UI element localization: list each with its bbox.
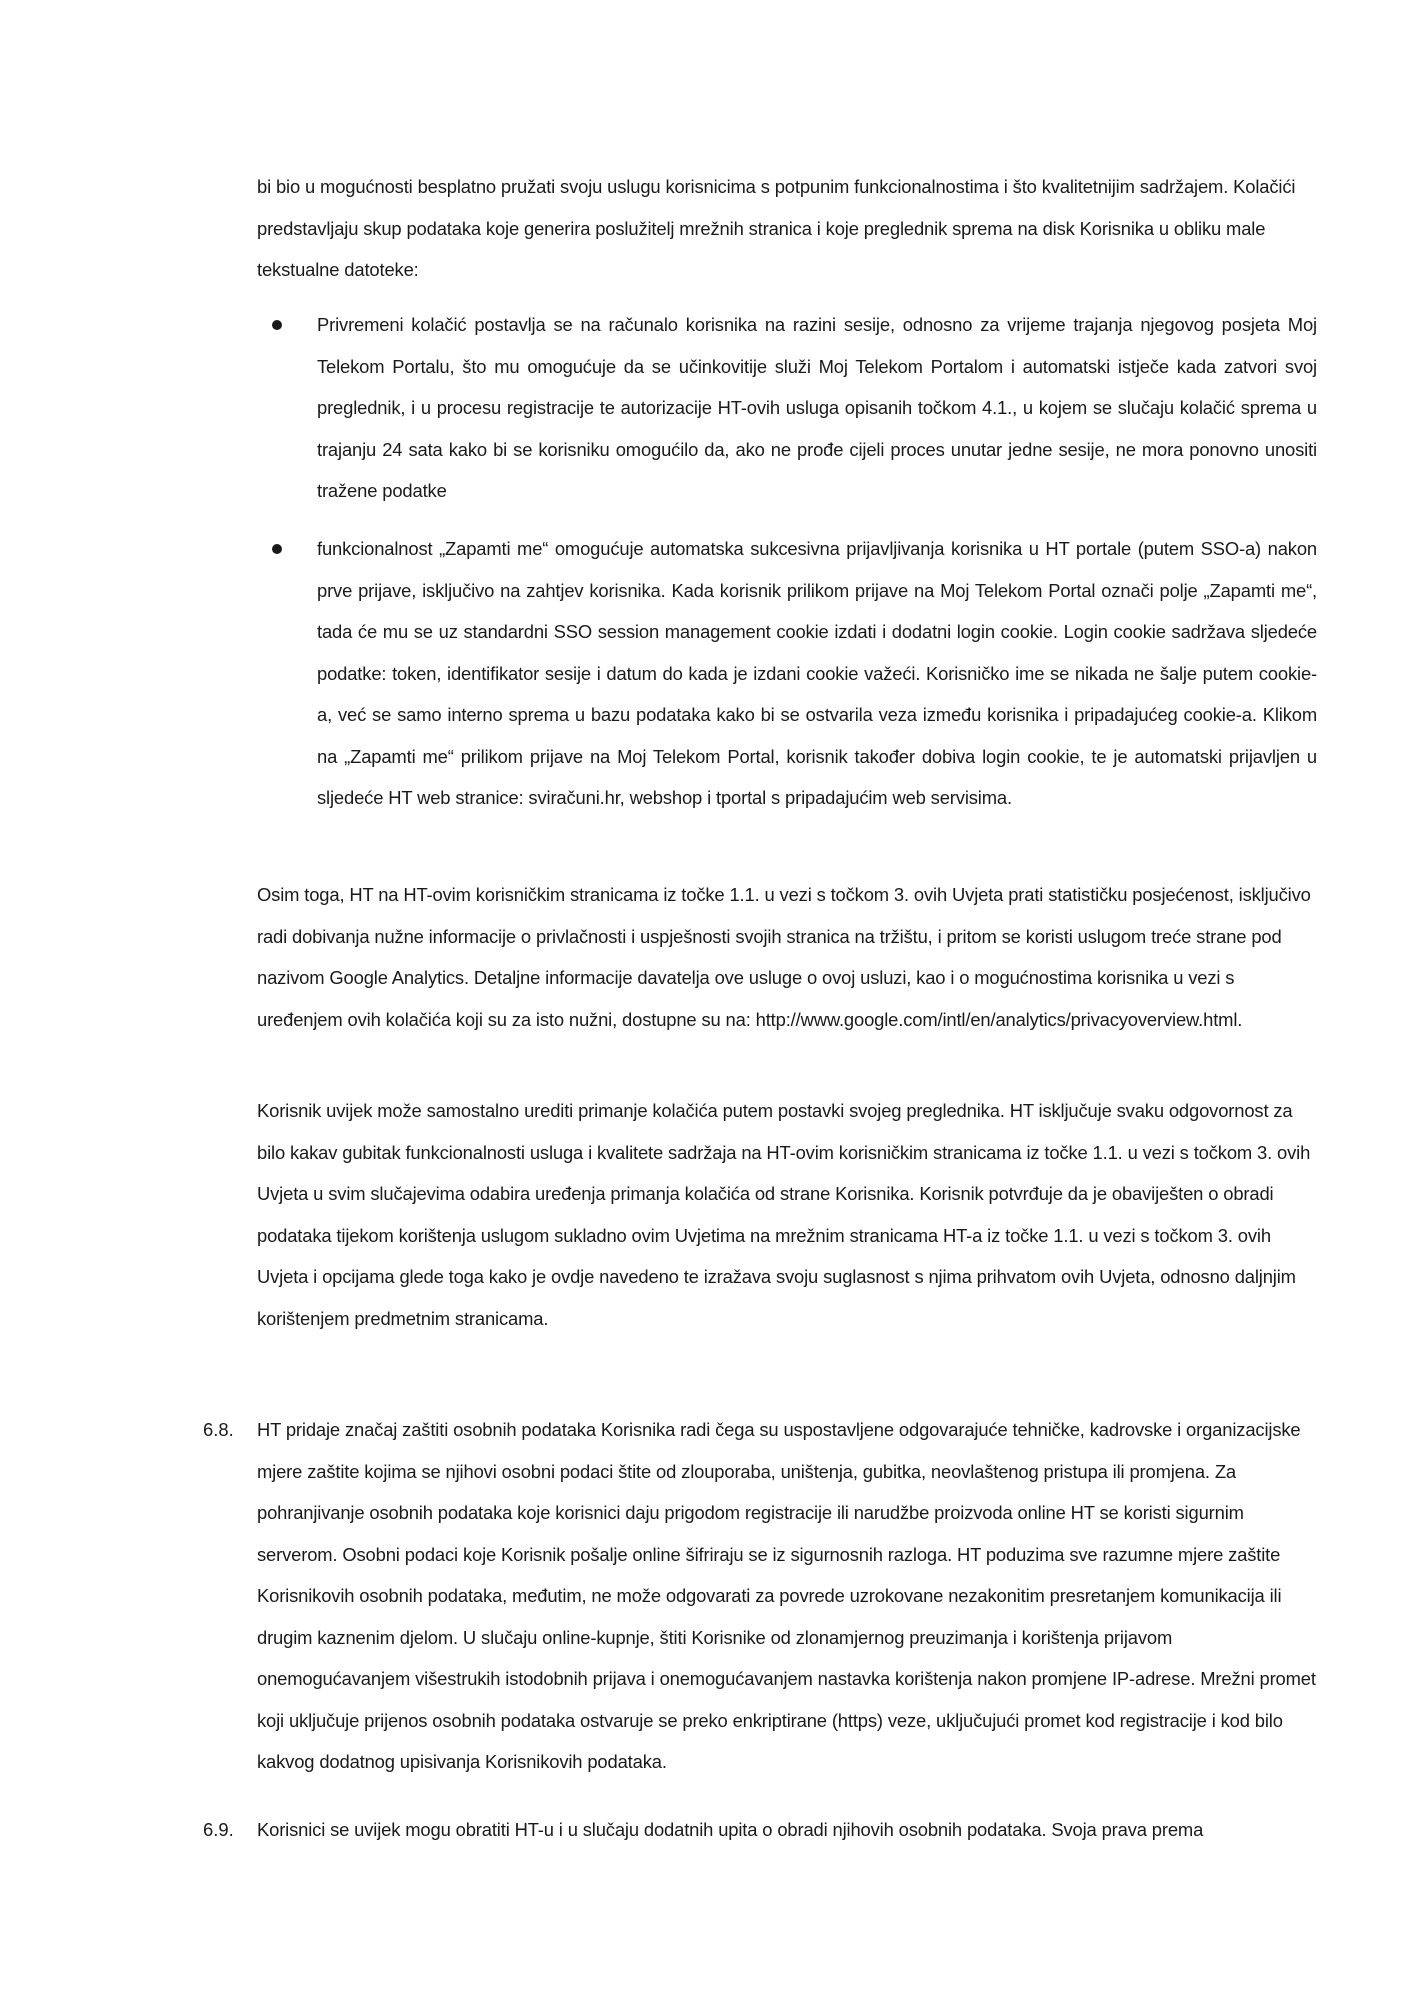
bullet-item-remember-me: funkcionalnost „Zapamti me“ omogućuje automatska sukcesivna prijavljivanja korisnika u HT portale (putem SSO-a) nakon prve prijave, isključivo na zahtjev korisnika. Kada korisnik prilikom prijave na Moj Telekom Portal označi polje „Zapamti me“, tada će mu se uz standardni SSO session management cookie izdati i dodatni login cookie. Login cookie sadržava sljedeće podatke: token, identifikator sesije i datum do kada je izdani cookie važeći. Korisničko ime se nikada ne šalje putem cookie-a, već se samo interno sprema u bazu podataka kako bi se ostvarila veza između korisnika i pripadajućeg cookie-a. Klikom na „Zapamti me“ prilikom prijave na Moj Telekom Portal, korisnik također dobiva login cookie, te je automatski prijavljen u sljedeće HT web stranice: sviračuni.hr, webshop i tportal s pripadajućim web servisima. [317, 538, 1317, 808]
intro-paragraph: bi bio u mogućnosti besplatno pružati svoju uslugu korisnicima s potpunim funkcionalnostima i što kvalitetnijim sadržajem. Kolačići predstavljaju skup podataka koje generira poslužitelj mrežnih stranica i koje preglednik sprema na disk Korisnika u obliku male tekstualne datoteke: [257, 176, 1296, 280]
bullet-item-session-cookie: Privremeni kolačić postavlja se na računalo korisnika na razini sesije, odnosno za vrijeme trajanja njegovog posjeta Moj Telekom Portalu, što mu omogućuje da se učinkovitije služi Moj Telekom Portalom i automatski istječe kada zatvori svoj preglednik, i u procesu registracije te autorizacije HT-ovih usluga opisanih točkom 4.1., u kojem se slučaju kolačić sprema u trajanju 24 sata kako bi se korisniku omogućilo da, ako ne prođe cijeli proces unutar jedne sesije, ne mora ponovno unositi tražene podatke [317, 314, 1317, 501]
section-number: 6.8. [203, 1419, 234, 1440]
analytics-paragraph: Osim toga, HT na HT-ovim korisničkim stranicama iz točke 1.1. u vezi s točkom 3. ovih Uvjeta prati statističku posjećenost, isključivo radi dobivanja nužne informacije o privlačnosti i uspješnosti svojih stranica na tržištu, i pritom se koristi uslugom treće strane pod nazivom Google Analytics. Detaljne informacije davatelja ove usluge o ovoj usluzi, kao i o mogućnostima korisnika u vezi s uređenjem ovih kolačića koji su za isto nužni, dostupne su na: http://www.google.com/intl/en/analytics/privacyoverview.html. [257, 884, 1311, 1030]
browser-settings-paragraph: Korisnik uvijek može samostalno urediti primanje kolačića putem postavki svojeg preglednika. HT isključuje svaku odgovornost za bilo kakav gubitak funkcionalnosti usluga i kvalitete sadržaja na HT-ovim korisničkim stranicama iz točke 1.1. u vezi s točkom 3. ovih Uvjeta u svim slučajevima odabira uređenja primanja kolačića od strane Korisnika. Korisnik potvrđuje da je obaviješten o obradi podataka tijekom korištenja uslugom sukladno ovim Uvjetima na mrežnim stranicama HT-a iz točke 1.1. u vezi s točkom 3. ovih Uvjeta i opcijama glede toga kako je ovdje navedeno te izražava svoju suglasnost s njima prihvatom ovih Uvjeta, odnosno daljnjim korištenjem predmetnim stranicama. [257, 1100, 1311, 1329]
section-6-8-paragraph: HT pridaje značaj zaštiti osobnih podataka Korisnika radi čega su uspostavljene odgovarajuće tehničke, kadrovske i organizacijske mjere zaštite kojima se njihovi osobni podaci štite od zlouporaba, uništenja, gubitka, neovlaštenog pristupa ili promjena. Za pohranjivanje osobnih podataka koje korisnici daju prigodom registracije ili narudžbe proizvoda online HT se koristi sigurnim serverom. Osobni podaci koje Korisnik pošalje online šifriraju se iz sigurnosnih razloga. HT poduzima sve razumne mjere zaštite Korisnikovih osobnih podataka, međutim, ne može odgovarati za povrede uzrokovane nezakonitim presretanjem komunikacija ili drugim kaznenim djelom. U slučaju online-kupnje, štiti Korisnike od zlonamjernog preuzimanja i korištenja prijavom onemogućavanjem višestrukih istodobnih prijava i onemogućavanjem nastavka korištenja nakon promjene IP-adrese. Mrežni promet koji uključuje prijenos osobnih podataka ostvaruje se preko enkriptirane (https) veze, uključujući promet kod registracije i kod bilo kakvog dodatnog upisivanja Korisnikovih podataka. [257, 1419, 1316, 1772]
section-number: 6.9. [203, 1819, 234, 1840]
section-6-9-paragraph: Korisnici se uvijek mogu obratiti HT-u i u slučaju dodatnih upita o obradi njihovih osobnih podataka. Svoja prava prema [257, 1819, 1204, 1840]
bullet-icon [272, 320, 282, 330]
bullet-icon [272, 544, 282, 554]
